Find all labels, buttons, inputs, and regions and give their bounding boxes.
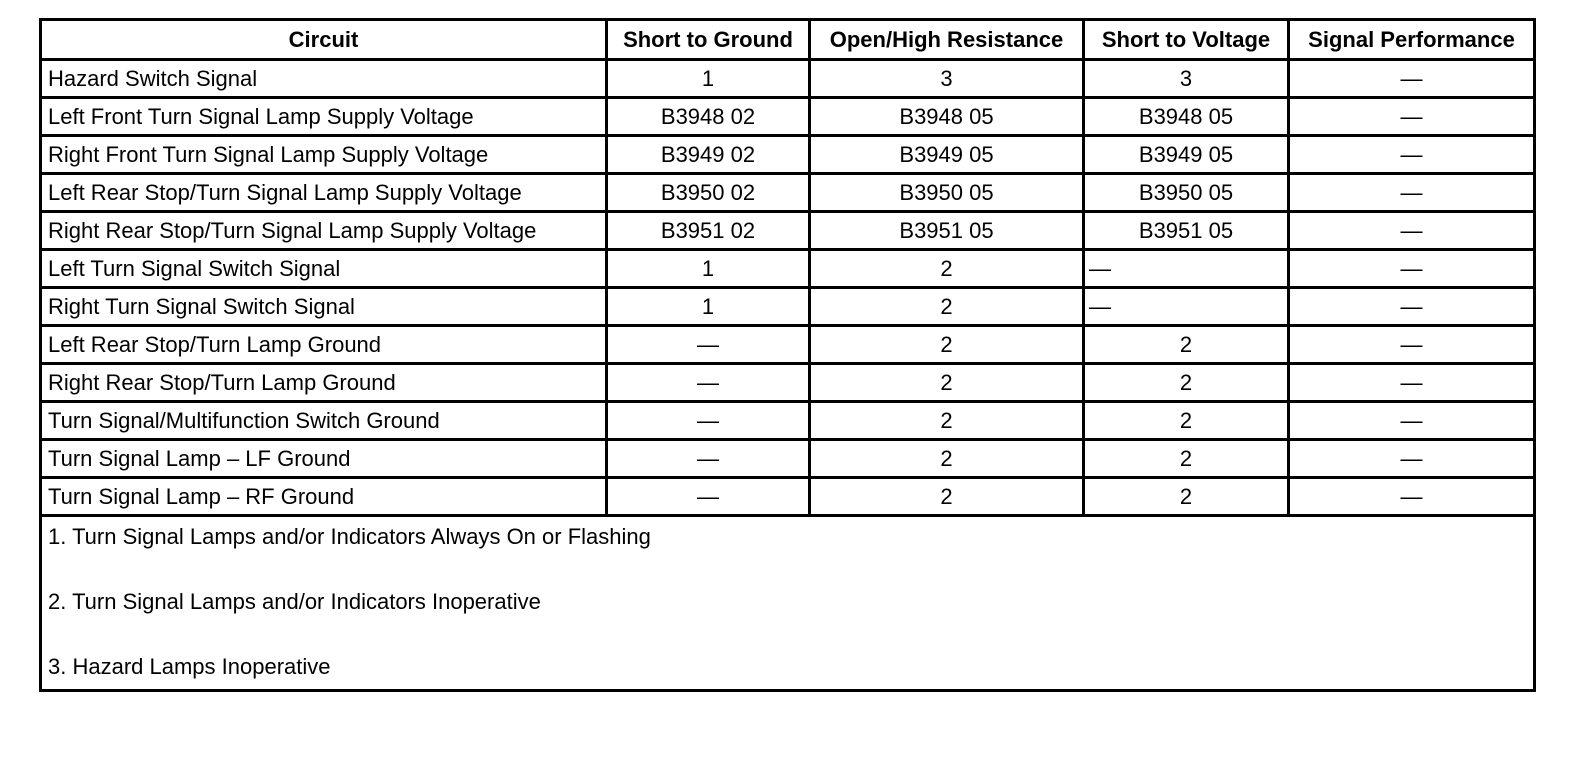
header-short-to-ground: Short to Ground <box>607 20 810 60</box>
table-row <box>41 60 1535 98</box>
signal-performance-cell: — <box>1289 136 1535 174</box>
table-header-row <box>41 20 1535 60</box>
circuit-cell: Left Rear Stop/Turn Lamp Ground <box>41 326 607 364</box>
short-to-voltage-cell: 2 <box>1084 326 1289 364</box>
short-to-ground-cell: B3949 02 <box>607 136 810 174</box>
open-high-resistance-cell: 2 <box>810 402 1084 440</box>
short-to-ground-cell: — <box>607 364 810 402</box>
table-row <box>41 250 1535 288</box>
dtc-table-container <box>39 18 1533 692</box>
table-row <box>41 98 1535 136</box>
short-to-voltage-cell: B3949 05 <box>1084 136 1289 174</box>
short-to-voltage-cell: — <box>1084 288 1289 326</box>
short-to-ground-cell: — <box>607 478 810 516</box>
note-1: 1. Turn Signal Lamps and/or Indicators Always On or Flashing <box>48 524 651 549</box>
short-to-ground-cell: 1 <box>607 250 810 288</box>
circuit-cell: Right Rear Stop/Turn Lamp Ground <box>41 364 607 402</box>
circuit-cell: Turn Signal Lamp – RF Ground <box>41 478 607 516</box>
circuit-cell: Left Rear Stop/Turn Signal Lamp Supply Voltage <box>41 174 607 212</box>
signal-performance-cell: — <box>1289 288 1535 326</box>
table-row <box>41 288 1535 326</box>
circuit-cell: Right Rear Stop/Turn Signal Lamp Supply Voltage <box>41 212 607 250</box>
short-to-ground-cell: — <box>607 440 810 478</box>
table-row <box>41 478 1535 516</box>
table-row <box>41 136 1535 174</box>
signal-performance-cell: — <box>1289 326 1535 364</box>
notes-cell <box>41 516 1535 691</box>
open-high-resistance-cell: 3 <box>810 60 1084 98</box>
header-signal-performance: Signal Performance <box>1289 20 1535 60</box>
table-row <box>41 174 1535 212</box>
note-3: 3. Hazard Lamps Inoperative <box>48 654 331 679</box>
short-to-ground-cell: B3950 02 <box>607 174 810 212</box>
signal-performance-cell: — <box>1289 174 1535 212</box>
circuit-cell: Turn Signal Lamp – LF Ground <box>41 440 607 478</box>
short-to-voltage-cell: 2 <box>1084 478 1289 516</box>
short-to-voltage-cell: 2 <box>1084 402 1289 440</box>
circuit-cell: Right Turn Signal Switch Signal <box>41 288 607 326</box>
signal-performance-cell: — <box>1289 364 1535 402</box>
short-to-ground-cell: B3951 02 <box>607 212 810 250</box>
short-to-ground-cell: 1 <box>607 288 810 326</box>
signal-performance-cell: — <box>1289 60 1535 98</box>
signal-performance-cell: — <box>1289 440 1535 478</box>
signal-performance-cell: — <box>1289 402 1535 440</box>
table-row <box>41 402 1535 440</box>
short-to-ground-cell: — <box>607 402 810 440</box>
circuit-cell: Hazard Switch Signal <box>41 60 607 98</box>
open-high-resistance-cell: B3950 05 <box>810 174 1084 212</box>
short-to-voltage-cell: B3948 05 <box>1084 98 1289 136</box>
open-high-resistance-cell: B3948 05 <box>810 98 1084 136</box>
header-circuit: Circuit <box>41 20 607 60</box>
short-to-voltage-cell: 2 <box>1084 440 1289 478</box>
circuit-cell: Right Front Turn Signal Lamp Supply Voltage <box>41 136 607 174</box>
table-row <box>41 326 1535 364</box>
signal-performance-cell: — <box>1289 212 1535 250</box>
open-high-resistance-cell: 2 <box>810 250 1084 288</box>
short-to-ground-cell: B3948 02 <box>607 98 810 136</box>
open-high-resistance-cell: 2 <box>810 478 1084 516</box>
short-to-voltage-cell: 2 <box>1084 364 1289 402</box>
table-row <box>41 440 1535 478</box>
short-to-voltage-cell: B3950 05 <box>1084 174 1289 212</box>
open-high-resistance-cell: 2 <box>810 364 1084 402</box>
notes-row <box>41 516 1535 691</box>
open-high-resistance-cell: B3951 05 <box>810 212 1084 250</box>
open-high-resistance-cell: 2 <box>810 440 1084 478</box>
short-to-voltage-cell: — <box>1084 250 1289 288</box>
circuit-cell: Turn Signal/Multifunction Switch Ground <box>41 402 607 440</box>
circuit-cell: Left Front Turn Signal Lamp Supply Voltage <box>41 98 607 136</box>
short-to-voltage-cell: 3 <box>1084 60 1289 98</box>
header-short-to-voltage: Short to Voltage <box>1084 20 1289 60</box>
short-to-ground-cell: 1 <box>607 60 810 98</box>
table-row <box>41 212 1535 250</box>
open-high-resistance-cell: B3949 05 <box>810 136 1084 174</box>
short-to-voltage-cell: B3951 05 <box>1084 212 1289 250</box>
dtc-symptom-table <box>39 18 1536 692</box>
note-2: 2. Turn Signal Lamps and/or Indicators Inoperative <box>48 589 541 614</box>
table-row <box>41 364 1535 402</box>
open-high-resistance-cell: 2 <box>810 326 1084 364</box>
signal-performance-cell: — <box>1289 98 1535 136</box>
short-to-ground-cell: — <box>607 326 810 364</box>
signal-performance-cell: — <box>1289 250 1535 288</box>
open-high-resistance-cell: 2 <box>810 288 1084 326</box>
circuit-cell: Left Turn Signal Switch Signal <box>41 250 607 288</box>
header-open-high-resistance: Open/High Resistance <box>810 20 1084 60</box>
signal-performance-cell: — <box>1289 478 1535 516</box>
